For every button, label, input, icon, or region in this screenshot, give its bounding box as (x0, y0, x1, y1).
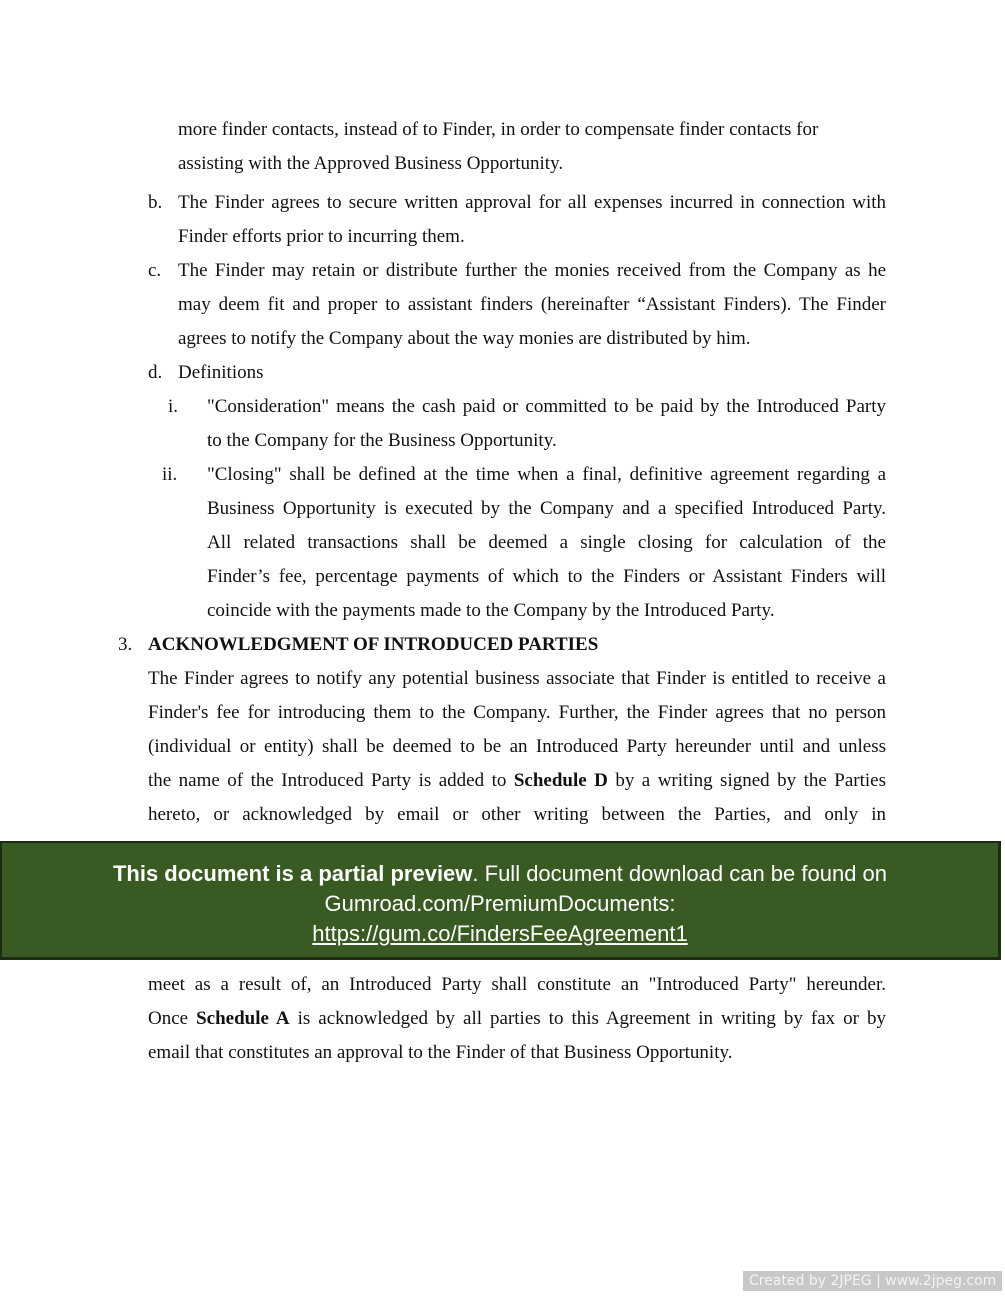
subitem-ii-label: ii. (162, 464, 178, 485)
subitem-ii-line-4: Finder’s fee, percentage payments of which to the Finders or Assistant Finders will (207, 566, 886, 587)
banner-text: . Full document download can be found on (472, 861, 888, 886)
section-3-line-5: hereto, or acknowledged by email or other writing between the Parties, and only in (148, 804, 886, 825)
line-4-text-end: by a writing signed by the Parties (607, 770, 886, 791)
section-3-line-3: (individual or entity) shall be deemed to be an Introduced Party hereunder until and unless (148, 736, 886, 757)
subitem-ii-line-5: coincide with the payments made to the Company by the Introduced Party. (207, 600, 775, 621)
item-b-label: b. (148, 192, 163, 213)
section-3-heading: ACKNOWLEDGMENT OF INTRODUCED PARTIES (148, 634, 599, 655)
section-3-line-1: The Finder agrees to notify any potential business associate that Finder is entitled to receive a (148, 668, 886, 689)
banner-line-1 (2, 859, 998, 889)
subitem-ii-line-1: "Closing" shall be defined at the time when a final, definitive agreement regarding a (207, 464, 886, 485)
subitem-i-label: i. (168, 396, 179, 417)
continuation-line-1: more finder contacts, instead of to Finder, in order to compensate finder contacts for (178, 119, 819, 140)
item-c-line-3: agrees to notify the Company about the way monies are distributed by him. (178, 328, 751, 349)
download-link[interactable]: https://gum.co/FindersFeeAgreement1 (312, 921, 688, 946)
item-d-heading: Definitions (178, 362, 264, 383)
item-d-label: d. (148, 362, 163, 383)
item-b-line-1: The Finder agrees to secure written approval for all expenses incurred in connection with (178, 192, 886, 213)
section-3-line-7 (148, 1007, 886, 1031)
watermark-label: Created by 2JPEG | www.2jpeg.com (743, 1271, 1002, 1291)
section-3-line-after-banner: meet as a result of, an Introduced Party shall constitute an "Introduced Party" hereunder. (148, 974, 886, 995)
continuation-line-2: assisting with the Approved Business Opportunity. (178, 153, 564, 174)
section-3-line-2: Finder's fee for introducing them to the Company. Further, the Finder agrees that no person (148, 702, 886, 723)
line-7-text-end: is acknowledged by all parties to this Agreement in writing by fax or by (289, 1008, 886, 1029)
section-3-line-8: email that constitutes an approval to the Finder of that Business Opportunity. (148, 1042, 733, 1063)
section-3-number: 3. (118, 634, 133, 655)
subitem-ii-line-3: All related transactions shall be deemed a single closing for calculation of the (207, 532, 886, 553)
banner-bold-text: This document is a partial preview (112, 861, 473, 886)
section-3-line-4 (148, 769, 886, 793)
partial-preview-banner (0, 841, 1001, 960)
subitem-i-line-2: to the Company for the Business Opportunity. (207, 430, 557, 451)
schedule-a-reference: Schedule A (196, 1008, 290, 1029)
schedule-d-reference: Schedule D (513, 770, 608, 791)
item-c-line-1: The Finder may retain or distribute further the monies received from the Company as he (178, 260, 886, 281)
item-c-line-2: may deem fit and proper to assistant finders (hereinafter “Assistant Finders). The Finder (178, 294, 886, 315)
line-7-text: Once (148, 1008, 197, 1029)
subitem-ii-line-2: Business Opportunity is executed by the Company and a specified Introduced Party. (207, 498, 886, 519)
item-b-line-2: Finder efforts prior to incurring them. (178, 226, 465, 247)
subitem-i-line-1: "Consideration" means the cash paid or committed to be paid by the Introduced Party (207, 396, 886, 417)
item-c-label: c. (148, 260, 162, 281)
line-4-text: the name of the Introduced Party is added to (148, 770, 514, 791)
banner-line-2: Gumroad.com/PremiumDocuments: (324, 891, 676, 916)
